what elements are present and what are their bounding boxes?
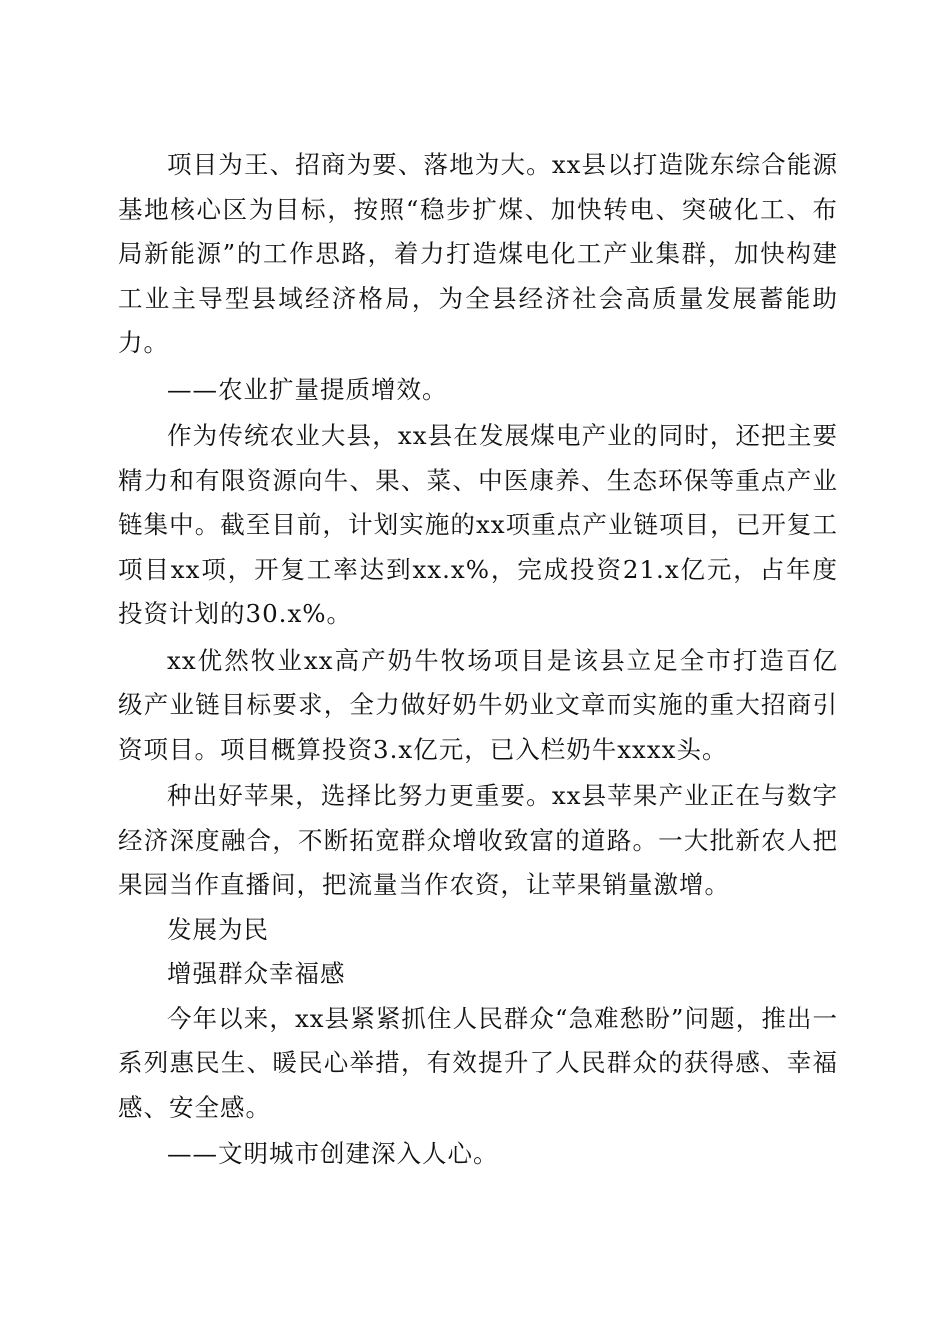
document-body — [118, 143, 838, 1177]
paragraph-industry-projects: 项目为王、招商为要、落地为大。xx县以打造陇东综合能源基地核心区为目标，按照“稳步扩煤、加快转电、突破化工、布局新能源”的工作思路，着力打造煤电化工产业集群，加快构建工业主导型县域经济格局，为全县经济社会高质量发展蓄能助力。 — [118, 150, 838, 357]
paragraph-livelihood-measures: 今年以来，xx县紧紧抓住人民群众“急难愁盼”问题，推出一系列惠民生、暖民心举措，有效提升了人民群众的获得感、幸福感、安全感。 — [118, 1003, 838, 1122]
section-heading-agriculture: ——农业扩量提质增效。 — [167, 374, 448, 404]
section-subheading-happiness: 增强群众幸福感 — [167, 959, 346, 988]
paragraph-apple-industry: 种出好苹果，选择比努力更重要。xx县苹果产业正在与数字经济深度融合，不断拓宽群众增收致富的道路。一大批新农人把果园当作直播间，把流量当作农资，让苹果销量激增。 — [118, 781, 838, 899]
section-heading-civilized-city: ——文明城市创建深入人心。 — [167, 1139, 499, 1168]
paragraph-agriculture-chains: 作为传统农业大县，xx县在发展煤电产业的同时，还把主要精力和有限资源向牛、果、菜、中医康养、生态环保等重点产业链集中。截至目前，计划实施的xx项重点产业链项目，已开复工项目xx项，开复工率达到xx.x%，完成投资21.x亿元，占年度投资计划的30.x%。 — [118, 421, 838, 628]
paragraph-dairy-project: xx优然牧业xx高产奶牛牧场项目是该县立足全市打造百亿级产业链目标要求，全力做好奶牛奶业文章而实施的重大招商引资项目。项目概算投资3.x亿元，已入栏奶牛xxxx头。 — [118, 645, 838, 764]
section-heading-development: 发展为民 — [167, 914, 269, 944]
